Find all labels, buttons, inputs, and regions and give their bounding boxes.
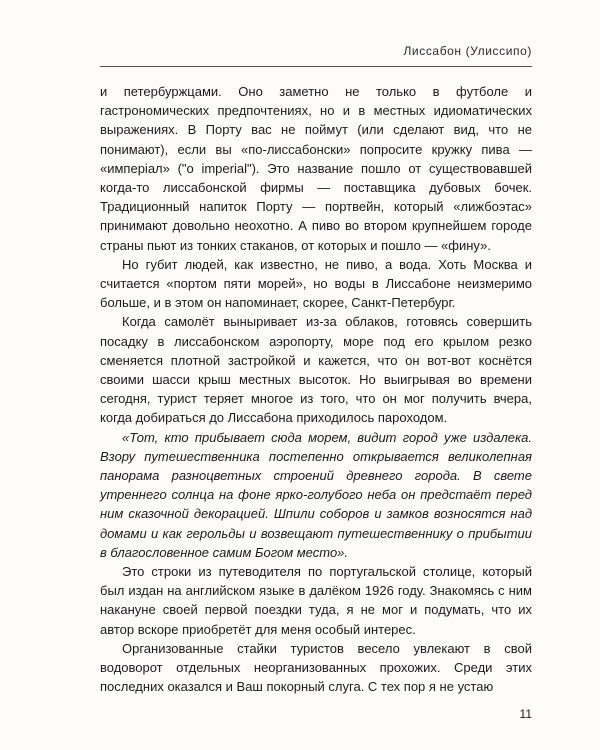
paragraph-2: Но губит людей, как известно, не пиво, а вода. Хоть Москва и считается «портом пяти морей», но воды в Лиссабоне неизмеримо больше, и в этом он напоминает, скорее, Санкт-Петербург. (100, 256, 532, 311)
paragraph-6: Организованные стайки туристов весело увлекают в свой водоворот отдельных неорганизованных прохожих. Среди этих последних оказался и Ваш покорный слуга. С тех пор я не устаю (100, 640, 532, 695)
body-text (100, 82, 532, 697)
paragraph-1: и петербуржцами. Оно заметно не только в футболе и гастрономических предпочтениях, но и в местных идиоматических выражениях. В Порту вас не поймут (или сделают вид, что не понимают), если вы «по-лиссабонски» попросите кружку пива — «имперіал» ("o imperial"). Это название пошло от существовавшей когда-то лиссабонской фирмы — поставщика дубовых бочек. Традиционный напиток Порту — портвейн, который «лижбоэтас» принимают довольно неохотно. А пиво во втором крупнейшем городе страны пьют из тонких стаканов, от которых и пошло — «фину». (100, 84, 532, 253)
page-number: 11 (519, 707, 532, 721)
paragraph-3: Когда самолёт выныривает из-за облаков, готовясь совершить посадку в лиссабонском аэропорту, море под его крылом резко сменяется плотной застройкой и кажется, что он вот-вот коснётся своими шасси крыш местных высоток. Но выигрывая во времени сегодня, турист теряет многое из того, что он мог получить вчера, когда добираться до Лиссабона приходилось пароходом. (100, 314, 532, 426)
header-rule (100, 66, 532, 67)
quote-paragraph: «Тот, кто прибывает сюда морем, видит город уже издалека. Взору путешественника постепенно открывается великолепная панорама разноцветных строений древнего города. В свете утреннего солнца на фоне ярко-голубого неба он предстаёт перед ним сказочной декорацией. Шпили соборов и замков возносятся над домами и как герольды и возвещают путешественнику о прибытии в благословенное самим Богом место». (100, 429, 532, 560)
paragraph-5: Это строки из путеводителя по португальской столице, который был издан на английском языке в далёком 1926 году. Знакомясь с ним накануне своей первой поездки туда, я не мог и подумать, что их автор вскоре приобретёт для меня особый интерес. (100, 564, 532, 637)
running-header: Лиссабон (Улиссипо) (403, 44, 532, 58)
